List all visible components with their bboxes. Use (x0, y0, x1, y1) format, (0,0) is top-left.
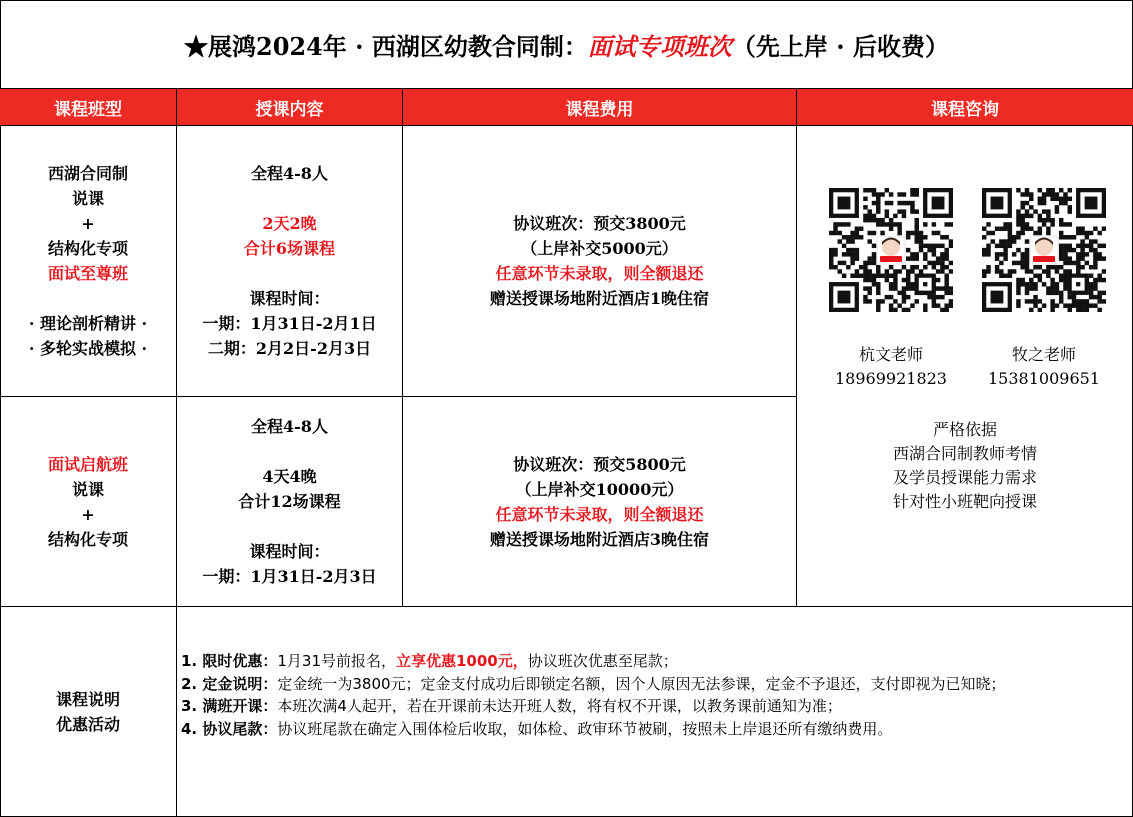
header-fee: 课程费用 (403, 89, 797, 126)
page-title (0, 0, 1133, 89)
row1-class-line: + (81, 214, 95, 233)
row1-content-duration: 2天2晚 (262, 214, 317, 233)
header-class-type: 课程班型 (0, 89, 177, 126)
teacher-2 (964, 343, 1124, 391)
row1-class-name: 面试至尊班 (47, 264, 128, 283)
row2-content-line: 全程4-8人 (251, 417, 328, 436)
row2-content-line: 课程时间： (249, 542, 330, 561)
row2-fee (403, 397, 797, 607)
row1-class-type (0, 126, 177, 397)
qr-code-icon[interactable] (982, 188, 1106, 312)
row2-fee-line: （上岸补交10000元） (515, 479, 684, 499)
footer-note-item (181, 718, 1126, 741)
note-line: 严格依据 (932, 420, 997, 439)
row1-fee-hotel: 赠送授课场地附近酒店1晚住宿 (489, 289, 710, 308)
row2-class-name: 面试启航班 (47, 454, 128, 474)
note-key: 1. 限时优惠： (181, 652, 278, 670)
note-line: 及学员授课能力需求 (892, 468, 1037, 487)
header-content: 授课内容 (177, 89, 403, 126)
footer-label-line: 课程说明 (55, 690, 120, 709)
header-consult: 课程咨询 (797, 89, 1133, 126)
note-highlight: 立享优惠1000元， (396, 652, 528, 670)
note-line: 西湖合同制教师考情 (892, 444, 1037, 463)
row2-class-line: 结构化专项 (47, 529, 128, 549)
footer-label-line: 优惠活动 (55, 715, 120, 734)
row1-fee-line: （上岸补交5000元） (521, 239, 678, 258)
qr-code-teacher-2 (982, 188, 1106, 312)
note-key: 2. 定金说明： (181, 674, 278, 693)
row1-class-feature: · 理论剖析精讲 · (28, 314, 148, 333)
note-text: 1月31号前报名， (277, 652, 396, 670)
row1-fee (403, 126, 797, 397)
qr-code-icon[interactable] (829, 188, 953, 312)
row2-content-duration: 4天4晚 (262, 467, 317, 486)
row1-class-line: 说课 (71, 189, 104, 208)
row1-content-line: 全程4-8人 (251, 164, 328, 183)
qr-code-teacher-1 (829, 188, 953, 312)
row1-class-line: 西湖合同制 (47, 164, 128, 183)
teacher-name: 杭文老师 (858, 345, 923, 364)
footer-notes (181, 650, 1126, 740)
row2-fee-refund: 任意环节未录取，则全额退还 (495, 504, 704, 524)
row2-class-line: 说课 (71, 479, 104, 499)
teacher-1 (811, 343, 971, 391)
note-line: 针对性小班靶向授课 (892, 492, 1037, 511)
note-key: 3. 满班开课： (181, 697, 278, 715)
note-key: 4. 协议尾款： (181, 719, 278, 738)
consult-note (880, 418, 1050, 514)
row1-content-date: 二期：2月2日-2月3日 (207, 339, 372, 358)
note-text: 协议班次优惠至尾款； (527, 652, 678, 670)
row1-class-line: 结构化专项 (47, 239, 128, 258)
footer-note-item (181, 650, 1126, 673)
row2-fee-hotel: 赠送授课场地附近酒店3晚住宿 (489, 529, 710, 549)
footer-label (0, 607, 177, 817)
row1-content-line: 课程时间： (249, 289, 330, 308)
note-text: 本班次满4人起开，若在开课前未达开班人数，将有权不开课，以教务课前通知为准； (277, 697, 842, 715)
teacher-phone[interactable]: 15381009651 (988, 369, 1100, 388)
row1-content-date: 一期：1月31日-2月1日 (202, 314, 377, 333)
row1-content-sessions: 合计6场课程 (243, 239, 336, 258)
row2-content (177, 397, 403, 607)
row1-class-feature: · 多轮实战模拟 · (28, 339, 148, 358)
teacher-phone[interactable]: 18969921823 (835, 369, 947, 388)
note-text: 定金统一为3800元；定金支付成功后即锁定名额，因个人原因无法参课，定金不予退还，支付即视为已知晓； (277, 674, 1006, 693)
footer-note-item (181, 695, 1126, 718)
row1-fee-line: 协议班次：预交3800元 (513, 214, 686, 233)
row1-fee-refund: 任意环节未录取，则全额退还 (495, 264, 704, 283)
note-text: 协议班尾款在确定入围体检后收取，如体检、政审环节被刷，按照未上岸退还所有缴纳费用。 (277, 719, 893, 738)
title-prefix: ★展鸿2024年 · 西湖区幼教合同制： (184, 31, 588, 61)
title-highlight: 面试专项班次 (587, 31, 732, 61)
row2-fee-line: 协议班次：预交5800元 (513, 454, 686, 474)
footer-note-item (181, 673, 1126, 696)
teacher-name: 牧之老师 (1011, 345, 1076, 364)
row2-class-line: + (81, 504, 95, 524)
row2-content-date: 一期：1月31日-2月3日 (202, 567, 377, 586)
row2-content-sessions: 合计12场课程 (238, 492, 341, 511)
row2-class-type (0, 397, 177, 607)
title-suffix: （先上岸 · 后收费） (731, 31, 949, 61)
row1-content (177, 126, 403, 397)
